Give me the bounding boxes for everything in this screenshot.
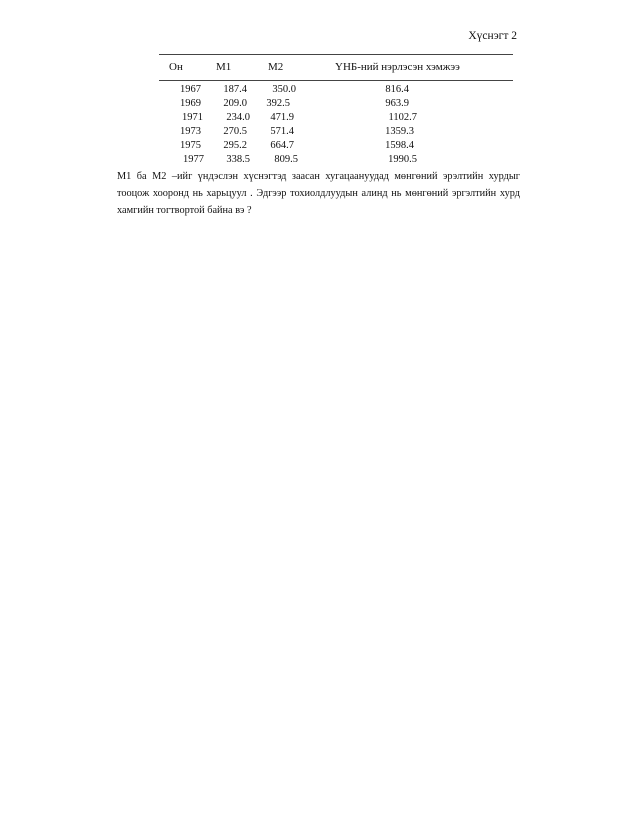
cell-m1: 270.5: [223, 126, 247, 137]
table-row: [159, 140, 513, 154]
cell-gnp: 816.4: [385, 84, 409, 95]
cell-gnp: 1102.7: [388, 112, 417, 123]
header-gnp: ҮНБ-ний нэрлэсэн хэмжээ: [335, 61, 460, 73]
cell-m2: 809.5: [274, 154, 298, 165]
page-label: Хүснэгт 2: [468, 30, 517, 42]
cell-m2: 392.5: [266, 98, 290, 109]
question-text: M1 ба M2 –ийг үндэслэн хүснэгтэд заасан хугацаануудад мөнгөний эрэлтийн хурдыг тооцож хооронд нь харьцуул . Эдгээр тохиолдлуудын алинд нь мөнгөний эргэлтийн хурд хамгийн тогтвортой байна вэ ?: [117, 171, 520, 216]
cell-gnp: 1990.5: [388, 154, 417, 165]
table-row: [159, 112, 513, 126]
table-top-rule: [159, 54, 513, 55]
cell-year: 1977: [183, 154, 204, 165]
cell-m1: 234.0: [226, 112, 250, 123]
table-header-rule: [159, 80, 513, 81]
cell-m1: 209.0: [223, 98, 247, 109]
table-row: [159, 154, 513, 168]
header-m2: M2: [268, 61, 284, 73]
cell-year: 1971: [182, 112, 203, 123]
table-row: [159, 84, 513, 98]
cell-gnp: 1359.3: [385, 126, 414, 137]
cell-year: 1975: [180, 140, 201, 151]
cell-m2: 571.4: [270, 126, 294, 137]
cell-year: 1967: [180, 84, 201, 95]
table-row: [159, 126, 513, 140]
table-row: [159, 98, 513, 112]
cell-m1: 295.2: [223, 140, 247, 151]
header-m1: M1: [216, 61, 232, 73]
cell-gnp: 1598.4: [385, 140, 414, 151]
cell-m1: 187.4: [223, 84, 247, 95]
cell-m2: 471.9: [270, 112, 294, 123]
cell-year: 1973: [180, 126, 201, 137]
header-year: Он: [169, 61, 183, 73]
cell-m1: 338.5: [226, 154, 250, 165]
cell-m2: 664.7: [270, 140, 294, 151]
cell-gnp: 963.9: [385, 98, 409, 109]
cell-m2: 350.0: [272, 84, 296, 95]
cell-year: 1969: [180, 98, 201, 109]
